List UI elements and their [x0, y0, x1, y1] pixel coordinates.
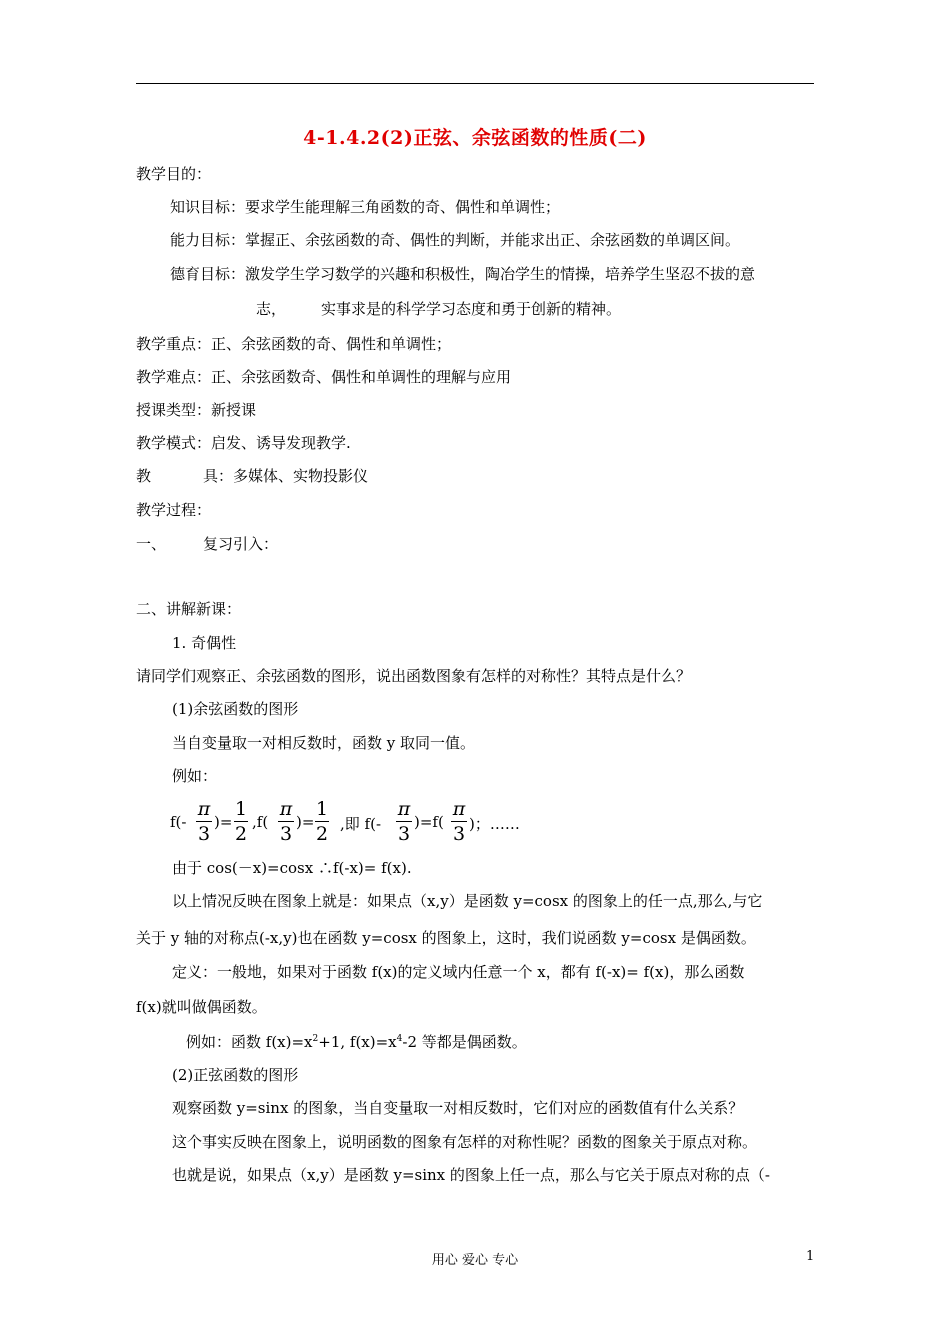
- fraction-bar: [451, 821, 467, 822]
- fraction-bar: [278, 821, 294, 822]
- fraction-pi-over-3: [196, 798, 212, 845]
- graph-reflection-text: 以上情况反映在图象上就是：如果点（x,y）是函数 y=cosx 的图象上的任一点,那么,与它: [172, 892, 763, 910]
- fraction-denominator: 3: [279, 823, 293, 845]
- observe-question: 请同学们观察正、余弦函数的图形，说出函数图象有怎样的对称性？其特点是什么？: [136, 667, 692, 685]
- formula-text-2: )=: [214, 813, 233, 831]
- teaching-goals-heading: 教学目的：: [136, 165, 212, 183]
- teaching-tools-a: 教: [136, 467, 152, 485]
- teaching-tools-b: 具：多媒体、实物投影仪: [203, 467, 369, 485]
- fraction-bar: [196, 821, 212, 822]
- page-footer: 用心 爱心 专心: [431, 1253, 519, 1268]
- header-rule: [136, 83, 814, 84]
- examples-text-c: -2 等都是偶函数。: [402, 1033, 527, 1051]
- example-label: 例如：: [172, 767, 218, 785]
- teaching-process-heading: 教学过程：: [136, 501, 212, 519]
- fraction-one-half: [315, 798, 329, 845]
- ability-goal: 能力目标：掌握正、余弦函数的奇、偶性的判断，并能求出正、余弦函数的单调区间。: [170, 231, 741, 249]
- teaching-mode: 教学模式：启发、诱导发现教学.: [136, 434, 351, 452]
- fraction-denominator: 3: [452, 823, 466, 845]
- fraction-numerator: π: [397, 798, 411, 820]
- even-function-examples: [186, 1032, 527, 1052]
- formula-text-4: )=: [296, 813, 315, 831]
- moral-goal-cont-a: 志，: [256, 300, 287, 318]
- lesson-type: 授课类型：新授课: [136, 401, 257, 419]
- section-one-title: 复习引入：: [203, 535, 279, 553]
- knowledge-goal: 知识目标：要求学生能理解三角函数的奇、偶性和单调性；: [170, 198, 561, 216]
- formula-text-3: ,f(: [252, 813, 269, 831]
- section-one-number: 一、: [136, 535, 167, 553]
- fraction-pi-over-3: [396, 798, 412, 845]
- section-two-heading: 二、讲解新课：: [136, 600, 242, 618]
- page-title: 4-1.4.2(2)正弦、余弦函数的性质(二): [303, 127, 647, 149]
- fraction-pi-over-3: [278, 798, 294, 845]
- parity-heading: 1. 奇偶性: [172, 634, 237, 652]
- sine-observe-question: 观察函数 y=sinx 的图象，当自变量取一对相反数时，它们对应的函数值有什么关系？: [172, 1099, 744, 1117]
- examples-text-b: +1, f(x)=x: [318, 1033, 397, 1051]
- even-function-definition: 定义：一般地，如果对于函数 f(x)的定义域内任意一个 x，都有 f(-x)= f(x)，那么函数: [172, 963, 745, 981]
- formula-text-5: ,即 f(-: [340, 815, 382, 833]
- exponent-2: 2: [312, 1034, 319, 1044]
- fraction-denominator: 2: [315, 823, 329, 845]
- sine-symmetry-text: 这个事实反映在图象上，说明函数的图象有怎样的对称性呢？函数的图象关于原点对称。: [172, 1133, 758, 1151]
- moral-goal: 德育目标：激发学生学习数学的兴趣和积极性，陶冶学生的情操，培养学生坚忍不拔的意: [170, 265, 756, 283]
- fraction-bar: [315, 821, 329, 822]
- page-number: 1: [806, 1249, 815, 1264]
- fraction-numerator: 1: [315, 798, 329, 820]
- graph-reflection-text-cont: 关于 y 轴的对称点(-x,y)也在函数 y=cosx 的图象上，这时，我们说函数 y=cosx 是偶函数。: [136, 929, 756, 947]
- key-points: 教学重点：正、余弦函数的奇、偶性和单调性；: [136, 335, 452, 353]
- fraction-numerator: π: [279, 798, 293, 820]
- formula-text-6: )=f(: [414, 813, 444, 831]
- fraction-numerator: π: [197, 798, 211, 820]
- cosine-even-reason: 由于 cos(－x)=cosx ∴f(-x)= f(x).: [172, 859, 412, 877]
- fraction-denominator: 3: [397, 823, 411, 845]
- exponent-4: 4: [396, 1034, 403, 1044]
- cosine-statement: 当自变量取一对相反数时，函数 y 取同一值。: [172, 734, 476, 752]
- fraction-bar: [234, 821, 248, 822]
- even-function-definition-cont: f(x)就叫做偶函数。: [136, 998, 267, 1016]
- fraction-numerator: π: [452, 798, 466, 820]
- fraction-numerator: 1: [234, 798, 248, 820]
- fraction-denominator: 2: [234, 823, 248, 845]
- fraction-bar: [396, 821, 412, 822]
- formula-text-7: )；……: [469, 815, 520, 833]
- cosine-graph-heading: (1)余弦函数的图形: [172, 700, 299, 718]
- formula-text-1: f(-: [170, 813, 187, 831]
- difficult-points: 教学难点：正、余弦函数奇、偶性和单调性的理解与应用: [136, 368, 512, 386]
- fraction-denominator: 3: [197, 823, 211, 845]
- moral-goal-cont-b: 实事求是的科学学习态度和勇于创新的精神。: [321, 300, 622, 318]
- sine-graph-heading: (2)正弦函数的图形: [172, 1066, 299, 1084]
- sine-point-text: 也就是说，如果点（x,y）是函数 y=sinx 的图象上任一点，那么与它关于原点对称的点（-: [172, 1166, 770, 1184]
- fraction-pi-over-3: [451, 798, 467, 845]
- examples-text-a: 例如：函数 f(x)=x: [186, 1033, 313, 1051]
- fraction-one-half: [234, 798, 248, 845]
